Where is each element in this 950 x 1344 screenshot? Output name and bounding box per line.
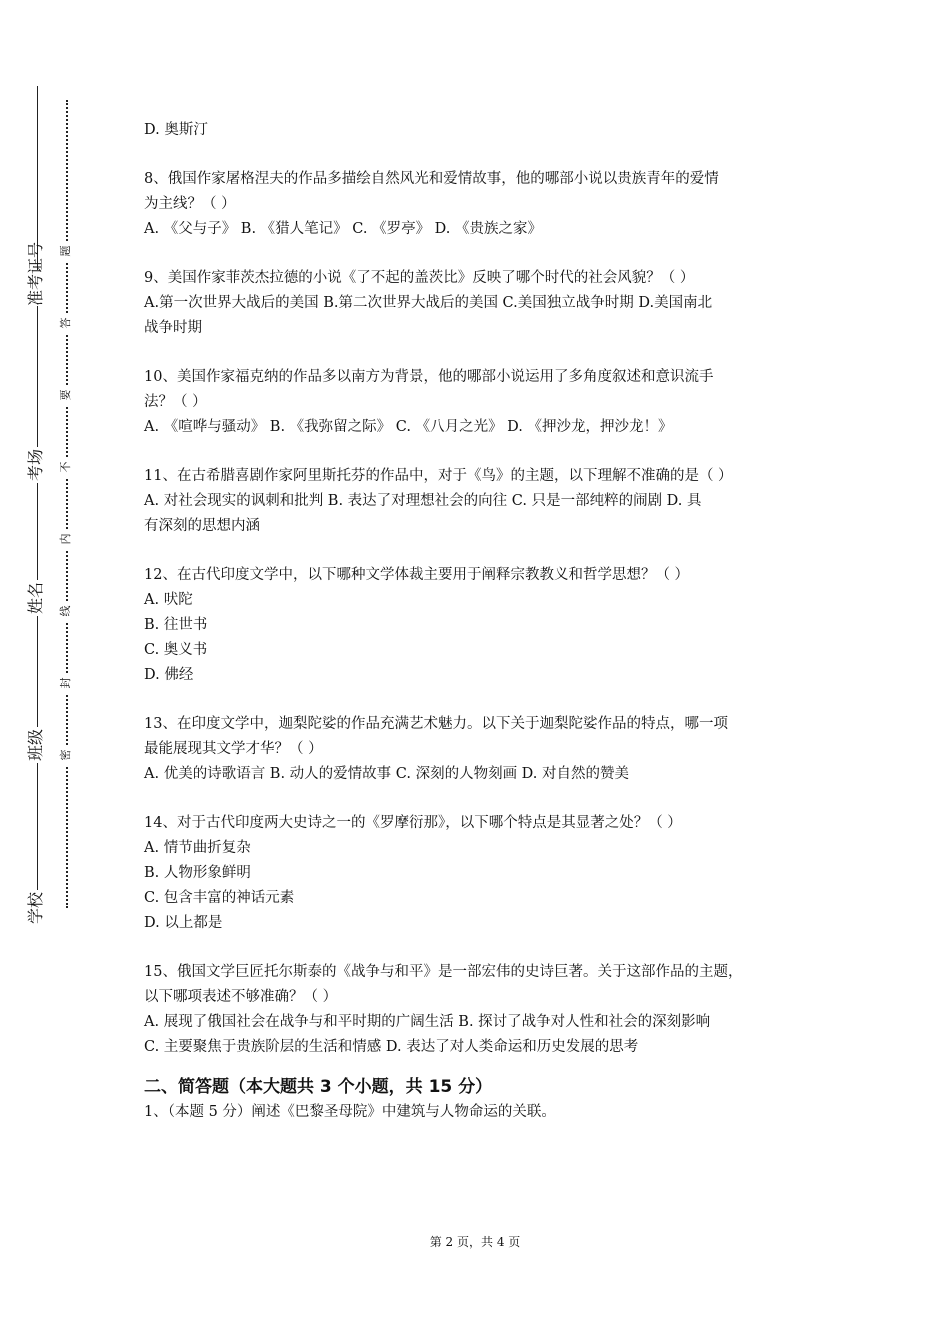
seal-note-char: 题: [59, 241, 73, 261]
question-options: A. 展现了俄国社会在战争与和平时期的广阔生活 B. 探讨了战争对人性和社会的深刻影响: [144, 1014, 711, 1030]
short-answer-question-1: 1、（本题 5 分）阐述《巴黎圣母院》中建筑与人物命运的关联。: [144, 1104, 556, 1120]
page-number: 第 2 页，共 4 页: [429, 1235, 521, 1249]
question-stem: 14、对于古代印度两大史诗之一的《罗摩衍那》，以下哪个特点是其显著之处？（ ）: [144, 815, 682, 831]
question-stem: 为主线？（ ）: [144, 196, 236, 212]
seal-dotted-line: [66, 100, 68, 908]
binding-solid-line: [37, 86, 38, 921]
question-options: A.第一次世界大战后的美国 B.第二次世界大战后的美国 C.美国独立战争时期 D.美国南北: [144, 295, 713, 311]
seal-note-char: 内: [59, 529, 73, 549]
label-exam-number: 准考证号: [26, 241, 45, 306]
question-stem: 9、美国作家菲茨杰拉德的小说《了不起的盖茨比》反映了哪个时代的社会风貌？（ ）: [144, 270, 695, 286]
question-10: [144, 365, 816, 440]
question-stem: 8、俄国作家屠格涅夫的作品多描绘自然风光和爱情故事，他的哪部小说以贵族青年的爱情: [144, 171, 719, 187]
question-13: [144, 712, 816, 787]
question-stem: 10、美国作家福克纳的作品多以南方为背景，他的哪部小说运用了多角度叙述和意识流手: [144, 369, 714, 385]
section-title: 二、简答题（本大题共 3 个小题，共 15 分）: [144, 1077, 493, 1097]
question-9: [144, 266, 816, 341]
option-a: A. 吠陀: [144, 592, 193, 608]
seal-note-char: 不: [59, 457, 73, 477]
label-school: 学校: [26, 892, 45, 925]
question-stem: 11、在古希腊喜剧作家阿里斯托芬的作品中，对于《鸟》的主题，以下理解不准确的是（ ）: [144, 468, 733, 484]
option-d: D. 奥斯汀: [144, 122, 208, 138]
seal-note-char: 要: [59, 385, 73, 405]
question-stem: 12、在古代印度文学中，以下哪种文学体裁主要用于阐释宗教教义和哲学思想？（ ）: [144, 567, 690, 583]
option-c: C. 奥义书: [144, 642, 208, 658]
option-a: A. 情节曲折复杂: [144, 840, 251, 856]
question-options: 战争时期: [144, 320, 202, 336]
option-d: D. 以上都是: [144, 915, 223, 931]
question-options: A. 《喧哗与骚动》 B. 《我弥留之际》 C. 《八月之光》 D. 《押沙龙，押沙龙！》: [144, 419, 673, 435]
label-class: 班级: [26, 729, 45, 762]
option-b: B. 人物形象鲜明: [144, 865, 251, 881]
question-stem: 13、在印度文学中，迦梨陀娑的作品充满艺术魅力。以下关于迦梨陀娑作品的特点，哪一项: [144, 716, 728, 732]
seal-note-char: 密: [59, 745, 73, 765]
option-b: B. 往世书: [144, 617, 208, 633]
question-12: [144, 563, 816, 688]
seal-note-char: 答: [59, 313, 73, 333]
question-options: A. 优美的诗歌语言 B. 动人的爱情故事 C. 深刻的人物刻画 D. 对自然的赞美: [144, 766, 630, 782]
label-name: 姓名: [26, 582, 45, 615]
question-7-tail: [144, 118, 816, 143]
option-d: D. 佛经: [144, 667, 194, 683]
question-options: 有深刻的思想内涵: [144, 518, 260, 534]
question-options: A. 对社会现实的讽刺和批判 B. 表达了对理想社会的向往 C. 只是一部纯粹的闹剧 D. 具: [144, 493, 702, 509]
question-14: [144, 811, 816, 936]
question-8: [144, 167, 816, 242]
question-stem: 最能展现其文学才华？（ ）: [144, 741, 323, 757]
question-options: C. 主要聚焦于贵族阶层的生活和情感 D. 表达了对人类命运和历史发展的思考: [144, 1039, 639, 1055]
seal-note-char: 封: [59, 673, 73, 693]
question-11: [144, 464, 816, 539]
exam-content: [144, 118, 816, 1125]
question-stem: 以下哪项表述不够准确？（ ）: [144, 989, 338, 1005]
binding-margin: [0, 0, 110, 1344]
label-exam-room: 考场: [26, 449, 45, 482]
question-stem: 15、俄国文学巨匠托尔斯泰的《战争与和平》是一部宏伟的史诗巨著。关于这部作品的主题，: [144, 964, 743, 980]
seal-note-char: 线: [59, 601, 73, 621]
question-options: A. 《父与子》 B. 《猎人笔记》 C. 《罗亭》 D. 《贵族之家》: [144, 221, 543, 237]
question-stem: 法？（ ）: [144, 394, 207, 410]
option-c: C. 包含丰富的神话元素: [144, 890, 295, 906]
question-15: [144, 960, 816, 1060]
